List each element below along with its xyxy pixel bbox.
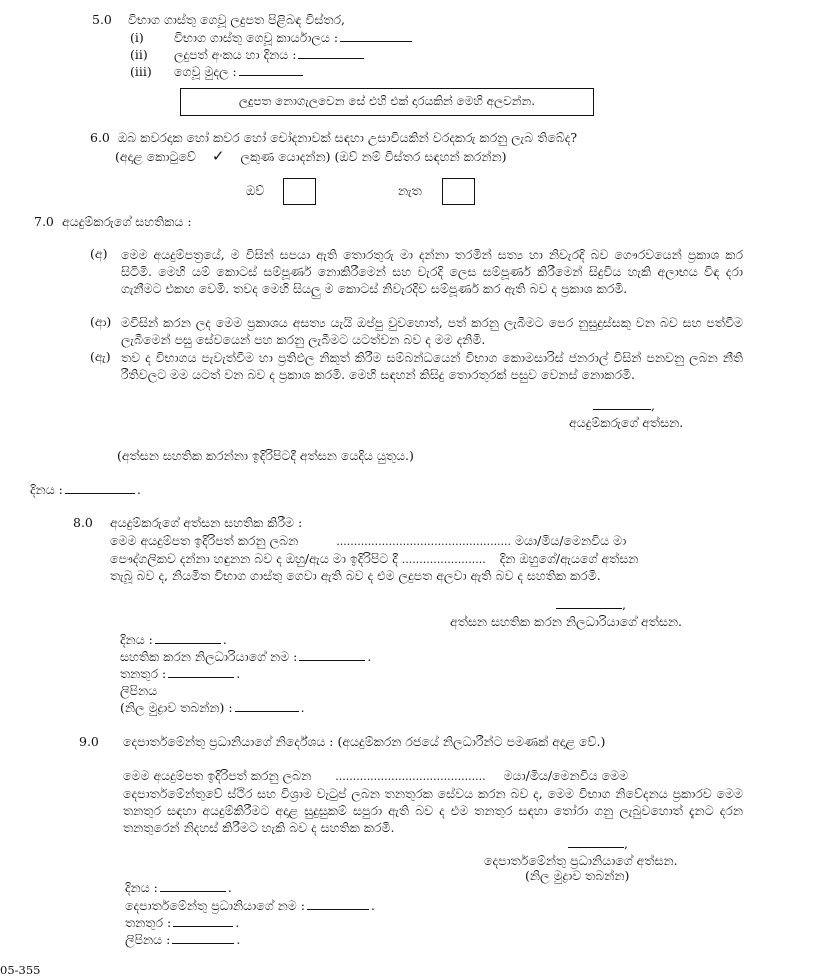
yes-label: ඔව් — [246, 183, 265, 198]
s9-line1-b: මයා/මිය/මෙනවිය මෙම — [503, 768, 629, 783]
s6-number: 6.0 — [90, 130, 110, 145]
date-fill-line[interactable] — [155, 642, 221, 644]
s6-question: ඔබ කවරදාක හෝ කවර හෝ චෝදනාවක් සඳහා උසාවියකින් වරදකරු කරනු ලැබ තිබේද? — [118, 130, 578, 145]
item-mark: (iii) — [130, 64, 152, 79]
s8-field-officer-name: සහතික කරන නිලධාරියාගේ නම : . — [120, 649, 372, 664]
no-label: නැත — [398, 183, 422, 198]
s9-line1-a: මෙම අයදුම්පත ඉදිරිපත් කරනු ලබන — [123, 768, 312, 783]
s5-title: විභාග ගාස්තු ගෙවූ ලදුපත පිළිබඳ විස්තර, — [128, 12, 346, 27]
field-label: තනතුර : — [125, 915, 172, 930]
s8-line1-b: මයා/මිය/මෙනවිය මා — [515, 533, 627, 548]
address-fill-line[interactable] — [172, 942, 234, 944]
head-seal-note: (නිල මුද්‍රාව තබන්න) — [525, 868, 630, 883]
date-fill-line[interactable] — [65, 492, 135, 494]
s9-paragraph: දෙපාර්තමේන්තුවේ ස්ථිර සහ විශ්‍රාම වැටුප් ලබන තනතුරක සේවය කරන බව ද, මෙම විභාග නිවේදනය ප්‍රකාරව මෙම තනතුර සඳහා අයදුම්කිරීමට අදාළ සුදුසුකම් සපුරා ඇති බව ද එම තනතුර සඳහා තෝරා ගනු ලැබුවහොත් දැනට දරන තනතුරෙන් නිදහස් කිරීමට හැකි බව ද සහතික කරමි. — [123, 786, 743, 835]
form-code: 05-355 — [0, 963, 41, 977]
s9-field-address: ලිපිනය : . — [125, 932, 241, 947]
s5-item-3 — [130, 64, 305, 80]
s7-number: 7.0 — [34, 214, 54, 229]
s8-field-seal: (නිල මුද්‍රාව තබන්න) : . — [120, 700, 305, 715]
s9-field-date: දිනය : . — [125, 880, 232, 895]
head-signature-line[interactable]: , — [568, 836, 628, 852]
item-label: ලදුපත් අංකය හා දිනය : — [174, 47, 297, 62]
s8-line-3: තැබූ බව ද, නියමිත විභාග ගාස්තු ගෙවා ඇති බව ද එම ලදුපත අලවා ඇති බව ද සහතික කරමි. — [110, 568, 601, 583]
sign-date-dots[interactable]: ........................ — [401, 553, 486, 566]
s7-note: (අත්සන සහතික කරන්නා ඉදිරිපිටදී අත්සන යෙදිය යුතුය.) — [117, 448, 414, 463]
s8-line2-b: දින ඔහුගේ/ඇයගේ අත්සන — [499, 551, 639, 566]
fill-line[interactable] — [298, 57, 364, 59]
receipt-box-text: ලදුපත නොගැලවෙන සේ එහි එක් දාරයකින් මෙහි අලවන්න. — [238, 94, 536, 108]
date-label: දිනය : — [30, 482, 63, 497]
yes-checkbox[interactable] — [283, 178, 316, 205]
position-fill-line[interactable] — [168, 676, 234, 678]
field-label: දිනය : — [120, 632, 153, 647]
s8-number: 8.0 — [73, 515, 93, 530]
s7-para-a-mark: (අ) — [90, 246, 108, 261]
name-fill-line[interactable] — [307, 908, 369, 910]
item-mark: (ii) — [130, 47, 148, 62]
s7-para-b: මවිසින් කරන ලද මෙම ප්‍රකාශය අසත්‍ය යැයි ඔප්පු වුවහොත්, පත් කරනු ලැබීමට පෙර නුසුදුස්සකු වන බව සහ පත්වීම ලැබීමෙන් පසු සේවයෙන් පහ කරනු ලැබීමට යටත්වන බව ද මම දනිමි. — [121, 315, 743, 347]
s7-title: අයදුම්කරුගේ සහතිකය : — [62, 214, 192, 229]
field-label: දෙපාර්තමේන්තු ප්‍රධානියාගේ නම : — [125, 898, 305, 913]
s8-field-position: තනතුර : . — [120, 666, 241, 681]
s6-instruction — [115, 147, 507, 166]
s5-item-2 — [130, 47, 366, 63]
s7-date: දිනය : . — [30, 482, 141, 497]
position-fill-line[interactable] — [173, 925, 233, 927]
s7-para-c-mark: (ඇ) — [90, 349, 111, 364]
field-label: සහතික කරන නිලධාරියාගේ නම : — [120, 649, 298, 664]
applicant-signature-line[interactable]: , — [593, 398, 655, 414]
head-signature-label: දෙපාර්තමේන්තු ප්‍රධානියාගේ අත්සන. — [484, 853, 678, 868]
applicant-signature-label: අයදුම්කරුගේ අත්සන. — [569, 415, 684, 430]
s9-line-1 — [123, 768, 628, 784]
fill-line[interactable] — [239, 74, 303, 76]
receipt-paste-box — [180, 88, 594, 116]
item-label: ගෙවූ මුදල : — [174, 64, 237, 79]
field-label: ලිපිනය : — [125, 932, 171, 947]
instruction-part-b: ලකුණ යොදන්න) (ඔව් නම් විස්තර සඳහන් කරන්න) — [240, 149, 507, 164]
seal-fill-line[interactable] — [235, 710, 299, 712]
s9-field-head-name: දෙපාර්තමේන්තු ප්‍රධානියාගේ නම : . — [125, 898, 375, 913]
item-label: විභාග ගාස්තු ගෙවූ කාර්යාලය : — [174, 30, 339, 45]
officer-signature-label: අත්සන සහතික කරන නිලධාරියාගේ අත්සන. — [450, 614, 682, 629]
field-label: තනතුර : — [120, 666, 167, 681]
instruction-part-a: (අදාළ කොටුවේ — [115, 149, 196, 164]
s9-number: 9.0 — [79, 734, 99, 749]
officer-signature-line[interactable]: , — [556, 597, 626, 613]
s9-title: දෙපාර්තමේන්තු ප්‍රධානියාගේ නිර්දේශය : (අයදුම්කරන රජයේ නිලධාරීන්ට පමණක් අදාළ වේ.) — [123, 734, 606, 749]
no-checkbox[interactable] — [442, 178, 475, 205]
s8-line-2 — [110, 551, 638, 567]
s5-number: 5.0 — [92, 12, 112, 27]
s9-field-position: තනතුර : . — [125, 915, 240, 930]
s5-item-1 — [130, 30, 414, 46]
name-fill-line[interactable] — [299, 659, 365, 661]
date-fill-line[interactable] — [160, 890, 226, 892]
s8-field-address: ලිපිනය — [120, 683, 158, 698]
s7-para-b-mark: (ආ) — [90, 314, 112, 329]
check-mark-icon: ✓ — [211, 147, 225, 165]
field-label: (නිල මුද්‍රාව තබන්න) : — [120, 700, 233, 715]
applicant-name-dots[interactable]: ........................................... — [335, 770, 486, 783]
s8-line1-a: මෙම අයදුම්පත ඉදිරිපත් කරනු ලබන — [110, 533, 299, 548]
s8-line2-a: පෞද්ගලිකව දන්නා හඳුනන බව ද ඔහු/ඇය මා ඉදිරිපිට දී — [110, 551, 398, 566]
s7-para-a: මෙම අයදුම්පත්‍රයේ, ම විසින් සපයා ඇති තොරතුරු මා දන්නා තරමින් සත්‍ය හා නිවැරදි බව ගෞරවයෙන් ප්‍රකාශ කර සිටිමි. මෙහි යම් කොටස් සම්පූර්ණ නොකිරීමෙන් සහ වැරදි ලෙස සම්පූර්ණ කිරීමෙන් සිදුවිය හැකි අලාභය විඳ දරා ගැනීමට එකඟ වෙමි. තවද මෙහි සියලු ම කොටස් නිවැරදිව සම්පූර්ණ කර ඇති බව ද ප්‍රකාශ කරමි. — [121, 247, 743, 296]
s7-para-c: තව ද විභාගය පැවැත්වීම හා ප්‍රතිඵල නිකුත් කිරීම සම්බන්ධයෙන් විභාග කොමසාරිස් ජනරාල් විසින් පනවනු ලබන නීති රීතිවලට මම යටත් වන බව ද ප්‍රකාශ කරමි. මෙහි සඳහන් කිසිදු තොරතුරක් පසුව වෙනස් නොකරමි. — [121, 350, 743, 382]
s8-field-date: දිනය : . — [120, 632, 227, 647]
s8-line-1 — [110, 533, 626, 549]
s8-title: අයදුම්කරුගේ අත්සන සහතික කිරීම : — [110, 515, 303, 530]
field-label: දිනය : — [125, 880, 158, 895]
item-mark: (i) — [130, 30, 144, 45]
applicant-name-dots[interactable]: .................................................. — [336, 535, 512, 548]
fill-line[interactable] — [340, 40, 412, 42]
